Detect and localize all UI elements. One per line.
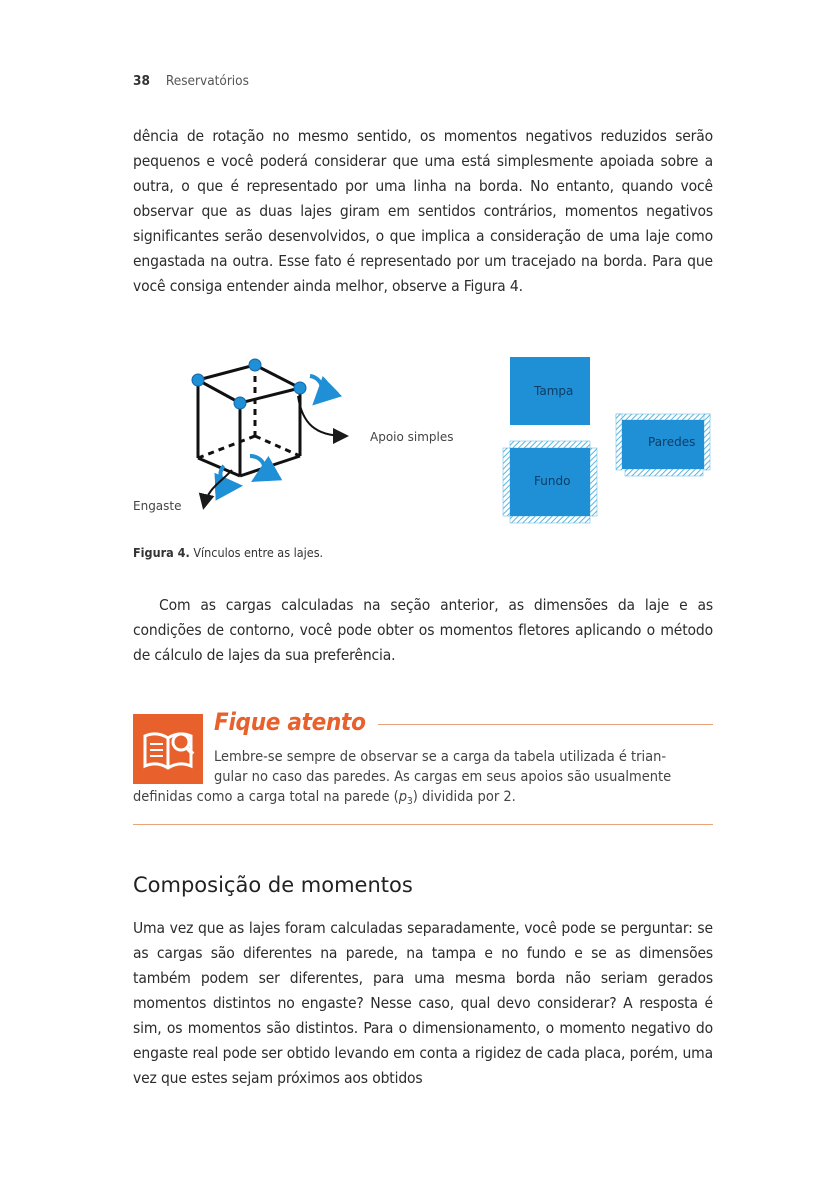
attention-title: Fique atento (214, 708, 366, 736)
hatch-band (625, 469, 703, 476)
label-fundo: Fundo (534, 474, 571, 488)
rotation-arrow-icon (310, 376, 322, 400)
cube-diagram (198, 365, 300, 476)
node-dot (234, 397, 246, 409)
attention-line-1: Lembre-se sempre de observar se a carga da tabela utilizada é trian- (214, 749, 667, 765)
hatch-band (510, 441, 590, 448)
label-apoio-simples: Apoio simples (370, 430, 454, 444)
node-dot (192, 374, 204, 386)
hatch-band (503, 448, 510, 516)
page-header (133, 73, 249, 89)
label-paredes: Paredes (648, 435, 696, 449)
attention-line-2: gular no caso das paredes. As cargas em seus apoios são usualmente (214, 769, 672, 785)
caption-text: Vínculos entre as lajes. (189, 545, 324, 560)
attention-line-3-start: definidas como a carga total na parede ( (133, 789, 399, 805)
rotation-arrow-icon (250, 456, 264, 478)
rotation-arrow-icon (220, 466, 235, 486)
chapter-title: Reservatórios (165, 73, 249, 89)
hatch-band (616, 414, 622, 470)
node-dot (294, 382, 306, 394)
section-heading: Composição de momentos (133, 873, 413, 897)
node-dot (249, 359, 261, 371)
figure-4 (120, 348, 720, 538)
variable-subscript: 3 (407, 796, 413, 807)
hatch-band (704, 414, 710, 470)
body-paragraph-3: Uma vez que as lajes foram calculadas separadamente, você pode se perguntar: se as cargas são diferentes na parede, na tampa e no fundo e se as dimensões também podem ser diferentes, para uma mesma borda não seriam gerados momentos distintos no engaste? Nesse caso, qual devo considerar? A resposta é sim, os momentos são distintos. Para o dimensionamento, o momento negativo do engaste real pode ser obtido levando em conta a rigidez de cada placa, porém, uma vez que estes sejam próximos aos obtidos (133, 919, 713, 1087)
body-paragraph-1: dência de rotação no mesmo sentido, os momentos negativos reduzidos serão pequenos e você poderá considerar que uma está simplesmente apoiada sobre a outra, o que é representado por uma linha na borda. No entanto, quando você observar que as duas lajes giram em sentidos contrários, momentos negativos significantes serão desenvolvidos, o que implica a consideração de uma laje como engastada na outra. Esse fato é representado por um tracejado na borda. Para que você consiga entender ainda melhor, observe a Figura 4. (133, 127, 713, 295)
label-engaste: Engaste (133, 499, 182, 513)
attention-bottom-divider (133, 824, 713, 825)
body-paragraph-2: Com as cargas calculadas na seção anterior, as dimensões da laje e as condições de contorno, você pode obter os momentos fletores aplicando o método de cálculo de lajes da sua preferência. (133, 596, 713, 664)
pointer-line (204, 470, 232, 506)
attention-divider (378, 724, 713, 725)
hatch-band (510, 516, 590, 523)
variable-p: p (398, 789, 408, 805)
caption-label: Figura 4. (133, 545, 190, 560)
hatch-band (590, 448, 597, 516)
label-tampa: Tampa (534, 384, 574, 398)
figure-caption (133, 545, 323, 560)
pointer-line (298, 396, 345, 436)
hatch-band (616, 414, 710, 420)
attention-text (133, 747, 713, 812)
page-number: 38 (133, 73, 150, 89)
attention-line-3-end: ) dividida por 2. (412, 789, 516, 805)
